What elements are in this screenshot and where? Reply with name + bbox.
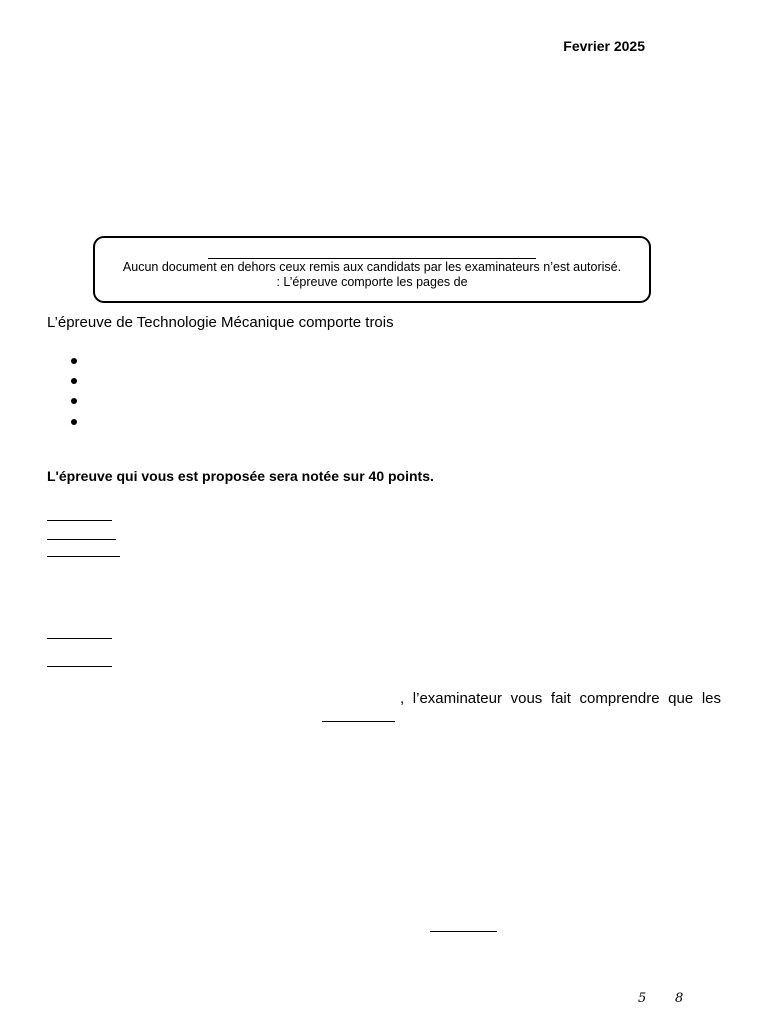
- instructions-box: [93, 236, 651, 303]
- notice-title-rule: [208, 258, 536, 259]
- underline-rule: [430, 931, 497, 932]
- notice-documents-rule: Aucun document en dehors ceux remis aux candidats par les examinateurs n’est autorisé.: [122, 260, 622, 274]
- document-date: Fevrier 2025: [563, 38, 645, 54]
- bullet-marker: [71, 419, 77, 425]
- underline-rule: [47, 520, 112, 521]
- underline-rule: [47, 638, 112, 639]
- page-number-current: 5: [638, 991, 647, 1006]
- examiner-text: , l’examinateur vous fait comprendre que les: [400, 690, 721, 707]
- underline-rule: [47, 556, 120, 557]
- bullet-marker: [71, 358, 77, 364]
- bullet-marker: [71, 378, 77, 384]
- grading-note: L'épreuve qui vous est proposée sera notée sur 40 points.: [47, 468, 434, 484]
- bullet-marker: [71, 398, 77, 404]
- page-number-total: 8: [675, 991, 684, 1006]
- underline-rule: [322, 721, 395, 722]
- underline-rule: [47, 666, 112, 667]
- exam-intro-text: L’épreuve de Technologie Mécanique comporte trois: [47, 314, 394, 331]
- underline-rule: [47, 539, 116, 540]
- notice-page-count: : L’épreuve comporte les pages de: [276, 275, 468, 289]
